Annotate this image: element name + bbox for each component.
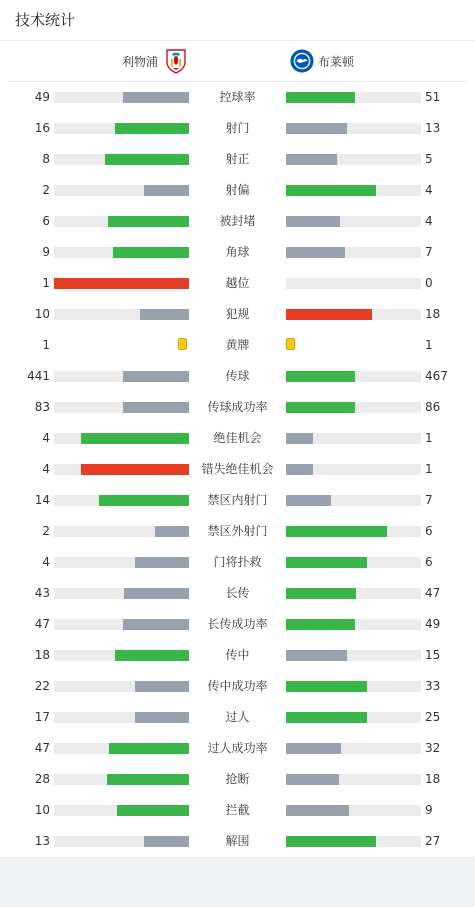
away-value: 6 [425, 524, 433, 538]
home-bar [117, 805, 189, 816]
home-value: 8 [42, 152, 50, 166]
home-value: 16 [34, 121, 50, 135]
away-value: 7 [425, 245, 433, 259]
home-bar-track [54, 309, 189, 320]
home-bar [124, 588, 189, 599]
home-bar [123, 402, 189, 413]
home-value: 441 [27, 369, 50, 383]
stat-row [0, 547, 475, 578]
home-bar [107, 774, 189, 785]
home-value: 22 [34, 679, 50, 693]
away-bar [286, 836, 376, 847]
home-bar-track [54, 433, 189, 444]
home-value: 47 [34, 617, 50, 631]
away-bar-track [286, 309, 421, 320]
home-value: 13 [34, 834, 50, 848]
away-value: 32 [425, 741, 441, 755]
away-bar [286, 185, 376, 196]
away-bar-track [286, 247, 421, 258]
away-bar-track [286, 557, 421, 568]
stat-label: 被封堵 [219, 214, 256, 228]
stat-label: 过人成功率 [207, 741, 268, 755]
away-bar [286, 681, 367, 692]
home-bar-track [54, 712, 189, 723]
away-bar-track [286, 278, 421, 289]
home-value: 47 [34, 741, 50, 755]
page-title: 技术统计 [0, 0, 475, 41]
away-value: 47 [425, 586, 441, 600]
stat-row [0, 144, 475, 175]
home-value: 4 [42, 431, 50, 445]
stat-row [0, 578, 475, 609]
stat-label: 绝佳机会 [213, 431, 262, 445]
away-value: 13 [425, 121, 441, 135]
away-bar [286, 154, 337, 165]
stat-row [0, 733, 475, 764]
away-bar-track [286, 774, 421, 785]
stat-label: 传中 [225, 648, 250, 662]
home-bar [135, 712, 189, 723]
away-value: 1 [425, 462, 433, 476]
away-bar [286, 805, 349, 816]
away-value: 25 [425, 710, 441, 724]
away-bar-track [286, 433, 421, 444]
home-bar [155, 526, 189, 537]
away-bar [286, 495, 331, 506]
stat-label: 长传 [225, 586, 250, 600]
away-bar-track [286, 588, 421, 599]
stat-label: 控球率 [219, 90, 256, 104]
away-bar [286, 774, 339, 785]
home-bar-track [54, 526, 189, 537]
home-bar [135, 557, 189, 568]
away-bar [286, 650, 347, 661]
liverpool-crest-icon [164, 48, 188, 74]
away-value: 4 [425, 214, 433, 228]
home-value: 4 [42, 555, 50, 569]
home-bar [113, 247, 189, 258]
away-team-name: 布莱顿 [318, 54, 355, 69]
away-value: 27 [425, 834, 441, 848]
away-bar-track [286, 681, 421, 692]
stat-label: 拦截 [225, 803, 250, 817]
stats-list [0, 82, 475, 857]
stat-label: 射门 [225, 121, 250, 135]
away-bar-track [286, 216, 421, 227]
away-value: 86 [425, 400, 441, 414]
yellow-card-icon [286, 338, 295, 350]
away-bar-track [286, 712, 421, 723]
stat-label: 解围 [225, 834, 250, 848]
stat-row [0, 764, 475, 795]
away-value: 6 [425, 555, 433, 569]
stat-row [0, 795, 475, 826]
away-bar-track [286, 402, 421, 413]
stat-label: 传中成功率 [207, 679, 268, 693]
home-bar-track [54, 371, 189, 382]
home-value: 83 [34, 400, 50, 414]
away-bar [286, 433, 313, 444]
away-bar-track [286, 805, 421, 816]
away-bar [286, 526, 387, 537]
yellow-card-icon [178, 338, 187, 350]
home-value: 6 [42, 214, 50, 228]
stat-label: 射正 [225, 152, 250, 166]
stat-label: 门将扑救 [213, 555, 262, 569]
away-value: 5 [425, 152, 433, 166]
away-bar [286, 371, 355, 382]
home-bar [144, 185, 189, 196]
stat-row [0, 113, 475, 144]
away-bar [286, 743, 341, 754]
home-bar [135, 681, 189, 692]
home-bar [123, 619, 189, 630]
away-value: 1 [425, 431, 433, 445]
home-bar [99, 495, 189, 506]
home-bar-track [54, 836, 189, 847]
away-bar-track [286, 619, 421, 630]
stat-row [0, 206, 475, 237]
home-value: 18 [34, 648, 50, 662]
home-value: 17 [34, 710, 50, 724]
away-value: 18 [425, 772, 441, 786]
home-bar [123, 371, 189, 382]
stat-row [0, 609, 475, 640]
home-value: 43 [34, 586, 50, 600]
home-bar [123, 92, 189, 103]
home-value: 9 [42, 245, 50, 259]
home-bar-track [54, 247, 189, 258]
away-bar-track [286, 154, 421, 165]
stat-label: 传球成功率 [207, 400, 268, 414]
home-bar [81, 464, 189, 475]
away-bar [286, 92, 355, 103]
away-bar-track [286, 650, 421, 661]
stat-label: 传球 [225, 369, 250, 383]
home-bar-track [54, 402, 189, 413]
away-bar [286, 309, 372, 320]
away-bar [286, 712, 367, 723]
stat-label: 禁区内射门 [207, 493, 268, 507]
stat-row [0, 454, 475, 485]
home-bar-track [54, 92, 189, 103]
away-value: 15 [425, 648, 441, 662]
away-value: 7 [425, 493, 433, 507]
away-bar [286, 588, 356, 599]
home-bar-track [54, 557, 189, 568]
away-bar-track [286, 123, 421, 134]
stat-row [0, 826, 475, 857]
away-value: 18 [425, 307, 441, 321]
stat-row [0, 640, 475, 671]
away-value: 51 [425, 90, 441, 104]
home-bar-track [54, 278, 189, 289]
away-bar-track [286, 836, 421, 847]
home-bar-track [54, 154, 189, 165]
away-bar [286, 557, 367, 568]
away-bar [286, 464, 313, 475]
away-value: 4 [425, 183, 433, 197]
home-value: 10 [34, 803, 50, 817]
stat-row [0, 361, 475, 392]
home-bar-track [54, 619, 189, 630]
away-bar-track [286, 185, 421, 196]
home-bar-track [54, 774, 189, 785]
stat-label: 禁区外射门 [207, 524, 268, 538]
home-value: 49 [34, 90, 50, 104]
stat-row [0, 237, 475, 268]
stat-row [0, 702, 475, 733]
home-value: 4 [42, 462, 50, 476]
home-bar [140, 309, 189, 320]
home-value: 10 [34, 307, 50, 321]
away-bar-track [286, 92, 421, 103]
away-value: 467 [425, 369, 448, 383]
home-team-name: 利物浦 [121, 54, 158, 69]
home-bar [115, 650, 189, 661]
stat-row [0, 268, 475, 299]
home-bar-track [54, 588, 189, 599]
away-team[interactable] [290, 41, 354, 81]
stat-label: 越位 [225, 276, 250, 290]
stat-label: 角球 [225, 245, 250, 259]
away-bar-track [286, 495, 421, 506]
stat-label: 抢断 [225, 772, 250, 786]
stat-row [0, 516, 475, 547]
home-bar-track [54, 185, 189, 196]
stat-label: 错失绝佳机会 [201, 462, 274, 476]
away-bar-track [286, 526, 421, 537]
home-bar-track [54, 650, 189, 661]
home-bar [54, 278, 189, 289]
stat-row [0, 392, 475, 423]
stat-label: 犯规 [225, 307, 250, 321]
stat-label: 黄牌 [225, 338, 250, 352]
home-bar [115, 123, 189, 134]
home-bar [108, 216, 189, 227]
home-bar [105, 154, 189, 165]
home-bar [144, 836, 189, 847]
stat-row [0, 423, 475, 454]
home-value: 2 [42, 524, 50, 538]
stat-row [0, 82, 475, 113]
home-bar-track [54, 743, 189, 754]
stat-row [0, 299, 475, 330]
stat-row [0, 485, 475, 516]
home-value: 1 [42, 276, 50, 290]
home-value: 28 [34, 772, 50, 786]
home-value: 14 [34, 493, 50, 507]
home-bar [81, 433, 189, 444]
home-value: 1 [42, 338, 50, 352]
away-value: 0 [425, 276, 433, 290]
stat-label: 射偏 [225, 183, 250, 197]
teams-header [8, 41, 467, 82]
stat-label: 过人 [225, 710, 250, 724]
stat-row [0, 175, 475, 206]
away-value: 1 [425, 338, 433, 352]
away-bar [286, 247, 345, 258]
stat-row [0, 330, 475, 361]
stat-row [0, 671, 475, 702]
home-team[interactable] [122, 41, 188, 81]
home-bar [109, 743, 189, 754]
away-bar-track [286, 371, 421, 382]
away-value: 49 [425, 617, 441, 631]
away-bar [286, 619, 355, 630]
away-bar [286, 123, 347, 134]
away-bar [286, 402, 355, 413]
home-bar-track [54, 123, 189, 134]
home-bar-track [54, 464, 189, 475]
away-bar [286, 216, 340, 227]
away-bar-track [286, 743, 421, 754]
home-bar-track [54, 681, 189, 692]
home-value: 2 [42, 183, 50, 197]
home-bar-track [54, 495, 189, 506]
away-value: 33 [425, 679, 441, 693]
home-bar-track [54, 805, 189, 816]
stat-label: 长传成功率 [207, 617, 268, 631]
away-bar-track [286, 464, 421, 475]
brighton-crest-icon [290, 48, 314, 74]
away-value: 9 [425, 803, 433, 817]
home-bar-track [54, 216, 189, 227]
